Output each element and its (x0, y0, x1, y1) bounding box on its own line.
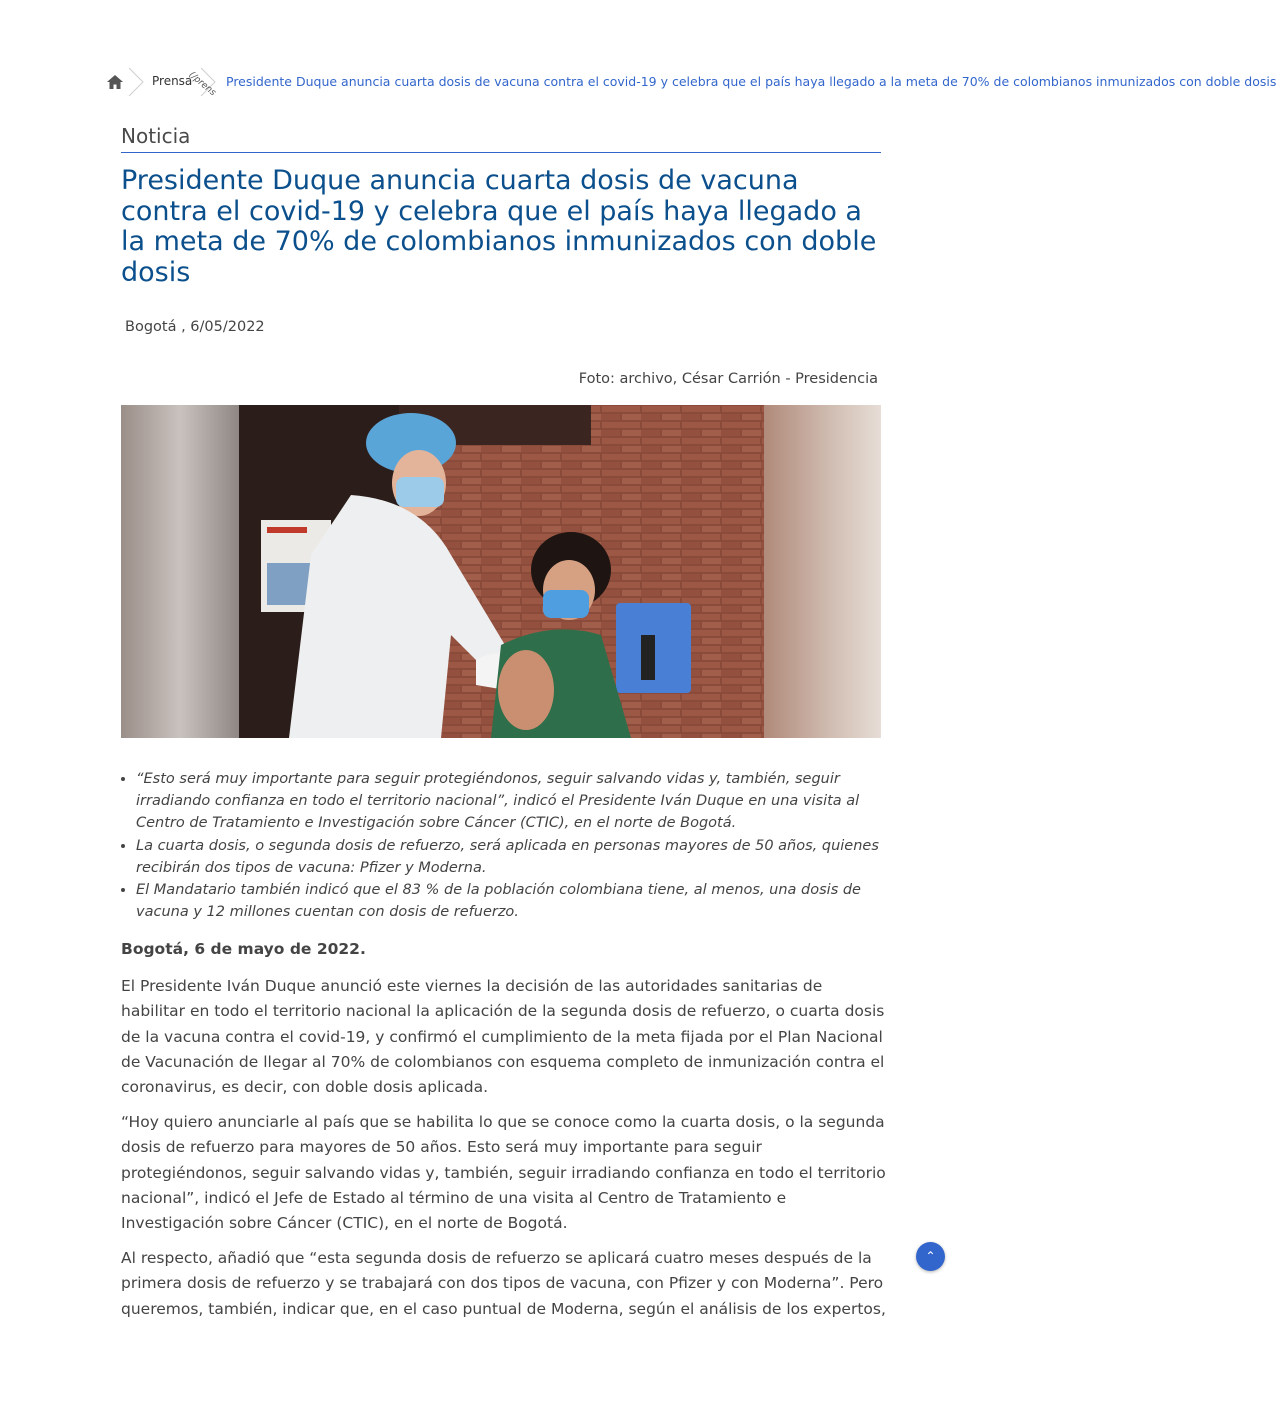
breadcrumb-current-page[interactable]: Presidente Duque anuncia cuarta dosis de vacuna contra el covid-19 y celebra que el país haya llegado a la meta de 70% de colombianos inmunizados con doble dosis (226, 74, 1276, 89)
highlight-item: • La cuarta dosis, o segunda dosis de refuerzo, será aplicada en personas mayores de 50 años, quienes recibirán dos tipos de vacuna: Pfizer y Moderna. (136, 835, 906, 879)
highlight-item: • “Esto será muy importante para seguir protegiéndonos, seguir salvando vidas y, también, seguir irradiando confianza en todo el territorio nacional”, indicó el Presidente Iván Duque en una visita al Centro de Tratamiento e Investigación sobre Cáncer (CTIC), en el norte de Bogotá. (136, 768, 906, 835)
breadcrumb-separator (127, 66, 145, 98)
chevron-up-icon: ⌃ (925, 1249, 936, 1263)
article-paragraph: Al respecto, añadió que “esta segunda dosis de refuerzo se aplicará cuatro meses después de la primera dosis de refuerzo y se trabajará con dos tipos de vacuna, con Pfizer y con Moderna”. Pero queremos, también, indicar que, en el caso puntual de Moderna, según el análisis de los expertos, (121, 1249, 886, 1318)
article-dateline: Bogotá , 6/05/2022 (125, 319, 265, 335)
article-paragraph: El Presidente Iván Duque anunció este viernes la decisión de las autoridades sanitarias de habilitar en todo el territorio nacional la aplicación de la segunda dosis de refuerzo, o cuarta dosis de la vacuna contra el covid-19, y confirmó el cumplimiento de la meta fijada por el Plan Nacional de Vacunación de llegar al 70% de colombianos con esquema completo de inmunización contra el coronavirus, es decir, con doble dosis aplicada. (121, 977, 885, 1097)
home-icon[interactable] (105, 72, 125, 92)
article-highlights (121, 768, 906, 923)
article-body (121, 937, 887, 1332)
highlight-item: • El Mandatario también indicó que el 83 % de la población colombiana tiene, al menos, una dosis de vacuna y 12 millones cuentan con dosis de refuerzo. (136, 879, 906, 923)
article-paragraph: “Hoy quiero anunciarle al país que se habilita lo que se conoce como la cuarta dosis, o la segunda dosis de refuerzo para mayores de 50 años. Esto será muy importante para seguir protegiéndonos, seguir salvando vidas y, también, seguir irradiando confianza en todo el territorio nacional”, indicó el Jefe de Estado al término de una visita al Centro de Tratamiento e Investigación sobre Cáncer (CTIC), en el norte de Bogotá. (121, 1113, 886, 1233)
breadcrumb (105, 66, 1276, 99)
photo-credit: Foto: archivo, César Carrión - Presidencia (578, 371, 878, 387)
section-label: Noticia (121, 124, 191, 148)
article-place-date: Bogotá, 6 de mayo de 2022. (121, 940, 366, 958)
section-divider (121, 152, 881, 153)
breadcrumb-overflow-text: (/prens (186, 70, 218, 99)
article-photo (121, 405, 881, 738)
article-headline: Presidente Duque anuncia cuarta dosis de vacuna contra el covid-19 y celebra que el país haya llegado a la meta de 70% de colombianos inmunizados con doble dosis (121, 165, 877, 288)
back-to-top-button[interactable] (916, 1242, 945, 1271)
breadcrumb-link-prensa[interactable]: Prensa (152, 74, 193, 88)
